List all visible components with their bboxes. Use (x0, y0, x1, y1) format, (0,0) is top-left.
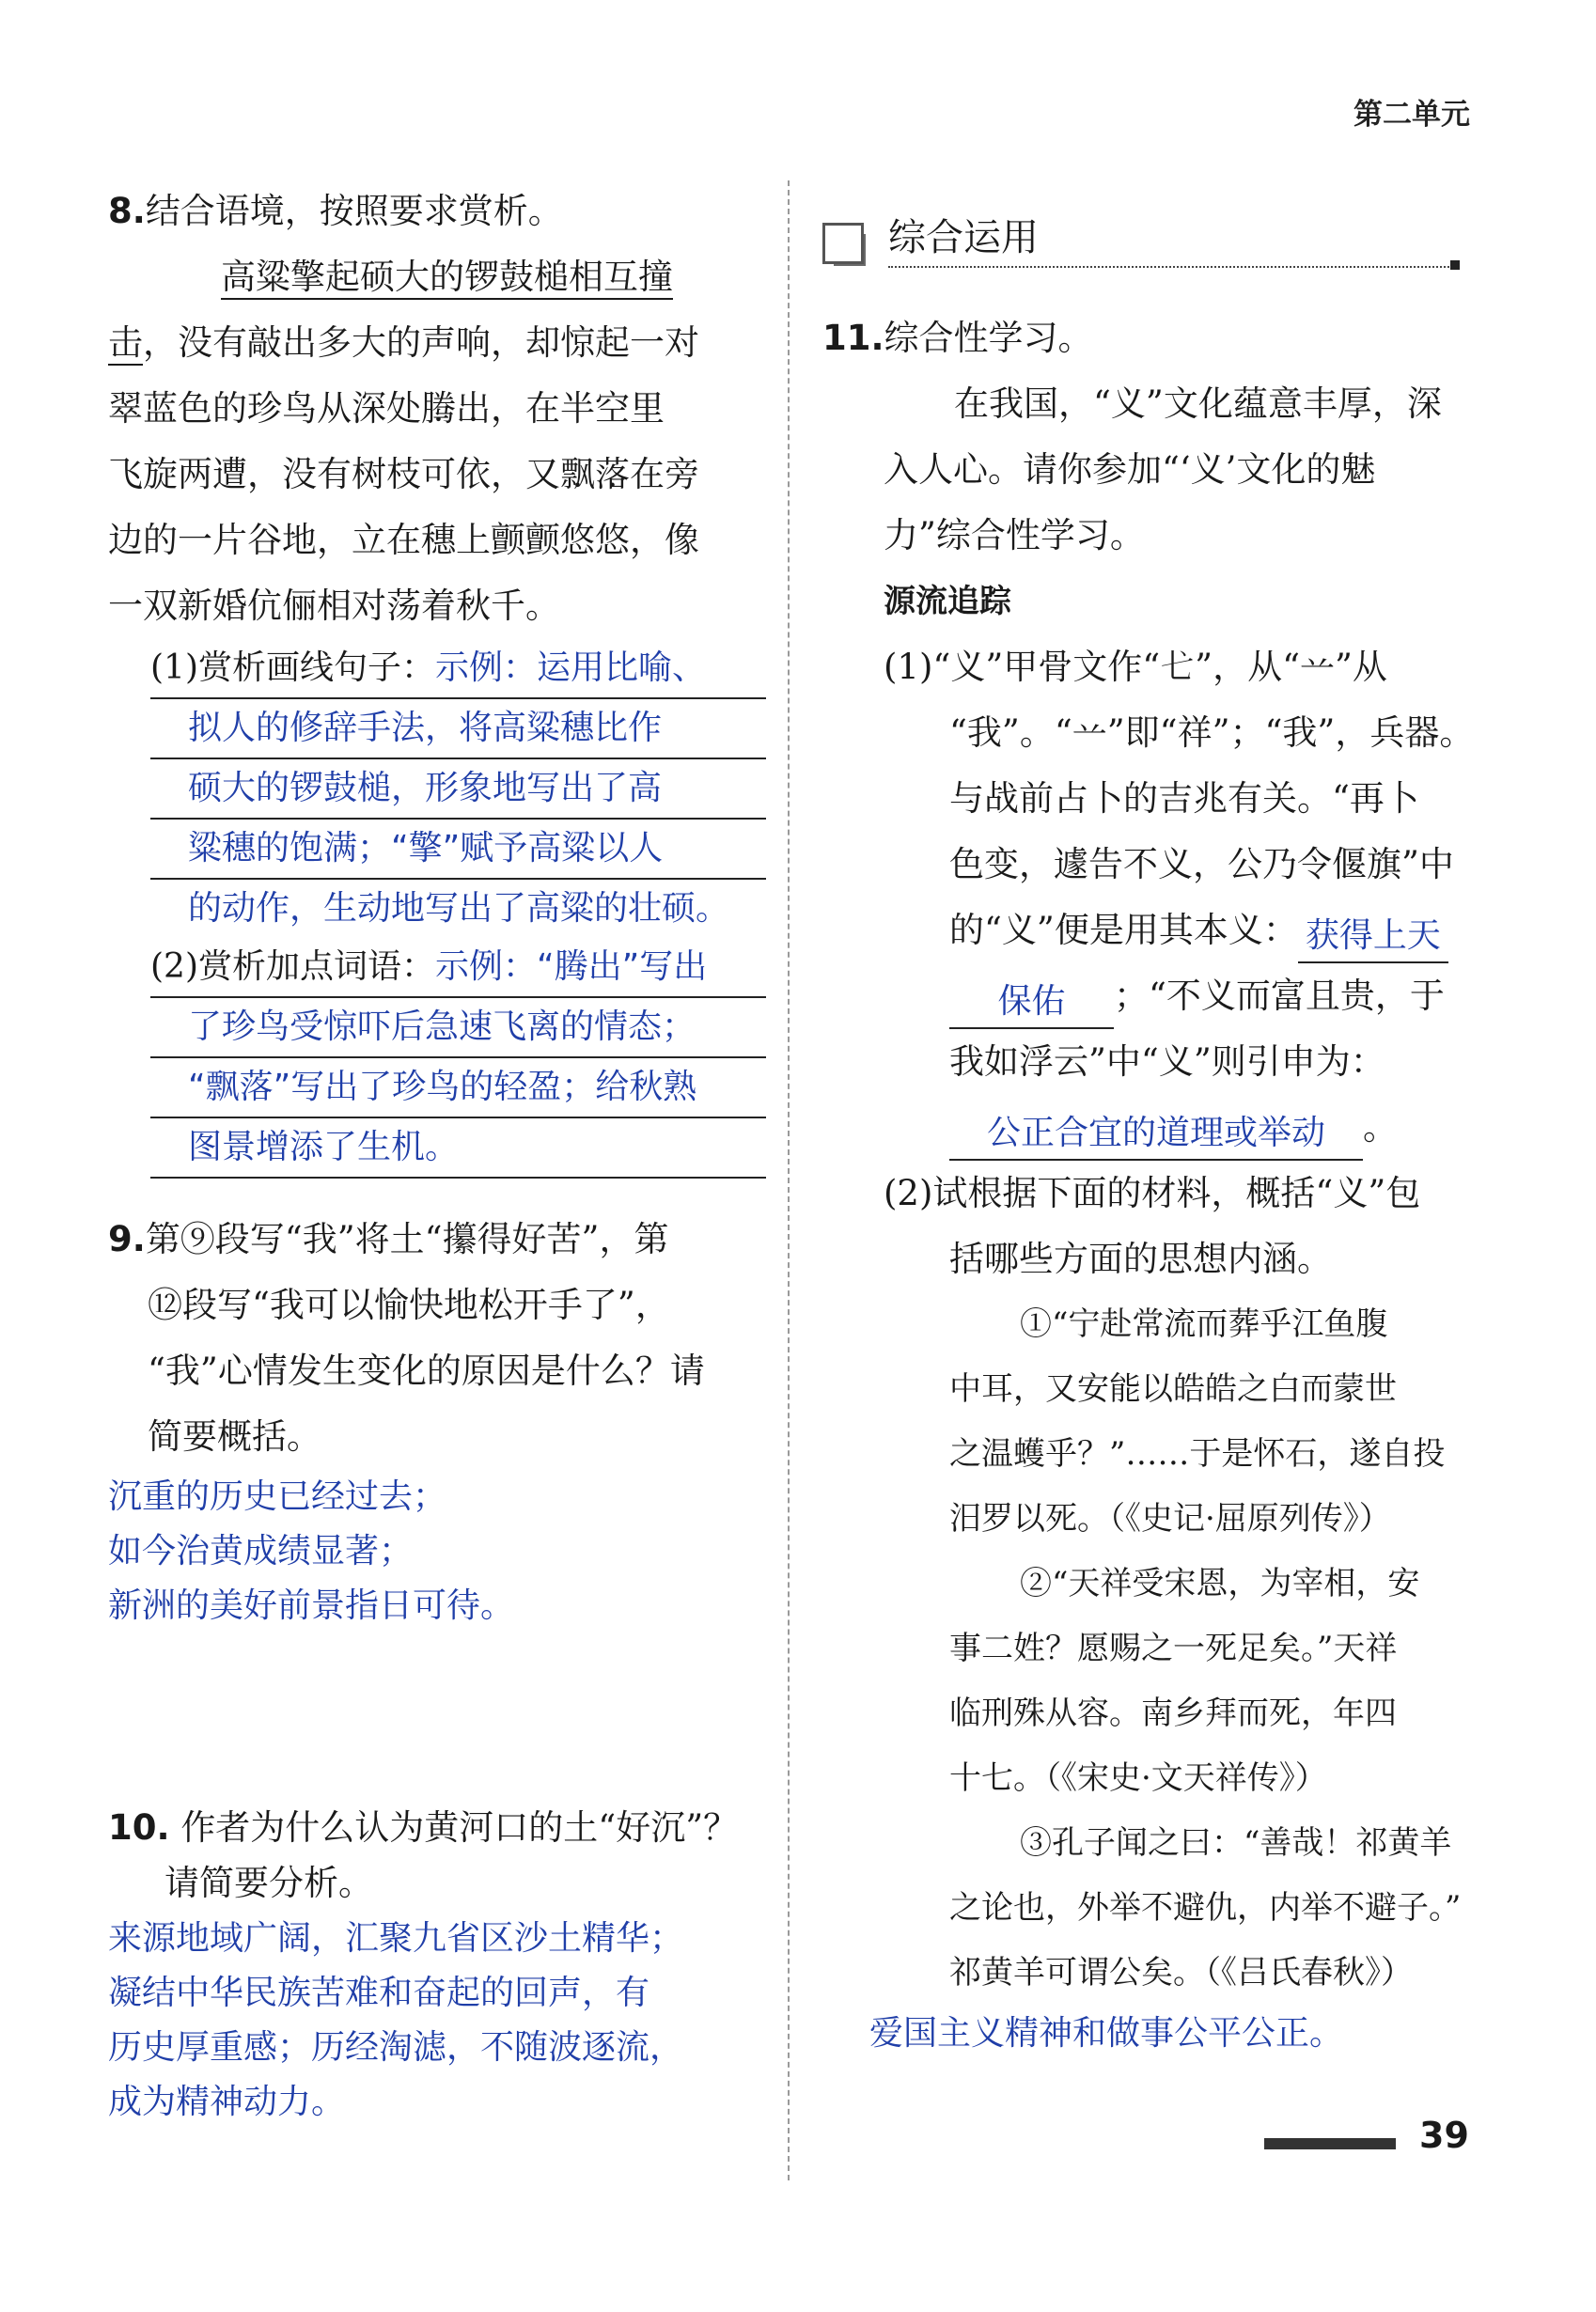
q8-sub1 (108, 639, 766, 938)
left-column (108, 179, 766, 2130)
q8-prompt-text: 结合语境，按照要求赏析。 (145, 191, 563, 231)
page-number: 39 (1419, 2115, 1469, 2156)
section-header (822, 211, 1499, 287)
page-number-bar (1264, 2138, 1396, 2149)
dot-char: 腾 (421, 388, 456, 429)
q8-passage-rest: ，没有敲出多大的声响，却惊起一对 (143, 322, 699, 363)
right-column (822, 211, 1499, 2062)
q10-text: 作者为什么认为黄河口的土“好沉”？ (180, 1807, 739, 1848)
q11-blank2-answer: 公正合宜的道理或举动 (949, 1108, 1363, 1161)
q11-answer: 爱国主义精神和做事公平公正。 (869, 2014, 1344, 2053)
q11-p1-line (822, 963, 1499, 1029)
q8-passage-line: 边的一片谷地，立在穗上颤颤悠悠，像 (108, 520, 699, 560)
q11-p1-line (822, 898, 1499, 963)
q11-intro-line: 力”综合性学习。 (884, 515, 1145, 555)
section-icon (822, 223, 864, 264)
q11-p1-line: 与战前占卜的吉兆有关。“再卜 (949, 778, 1419, 819)
q11-material-line: 祁黄羊可谓公矣。（《吕氏春秋》） (949, 1954, 1413, 1992)
q8-sub1-line (150, 639, 766, 699)
q8-passage-line: 高粱擎起硕大的锣鼓槌相互撞 (221, 257, 673, 297)
q11-material-line: 汨罗以死。（《史记·屈原列传》） (949, 1500, 1391, 1538)
q9-answer-line: 沉重的历史已经过去； (108, 1477, 447, 1516)
q11-p2-line: 括哪些方面的思想内涵。 (949, 1239, 1332, 1279)
q9-line: “我”心情发生变化的原因是什么？请 (148, 1351, 705, 1391)
q11-material-line: 十七。（《宋史·文天祥传》） (949, 1759, 1327, 1797)
q9-line: ⑫段写“我可以愉快地松开手了”， (148, 1285, 670, 1325)
q10-answer-line: 来源地域广阔，汇聚九省区沙土精华； (108, 1919, 684, 1958)
q8-sub1-label: (1)赏析画线句子： (150, 648, 435, 687)
column-divider (788, 180, 790, 2180)
q8-sub2 (108, 938, 766, 1179)
answer-line: 图景增添了生机。 (150, 1118, 766, 1179)
q8-passage-text: 飞旋两遭，没有树枝可依，又 (108, 454, 560, 494)
q8-passage-text: 在旁 (630, 454, 699, 494)
q8-passage-text: 翠蓝色的珍鸟从深处 (108, 388, 421, 429)
q11-p1-text: 的“义”便是用其本义： (949, 910, 1298, 950)
answer-line: 粱穗的饱满；“擎”赋予高粱以人 (150, 820, 766, 880)
q11-title (822, 305, 1499, 371)
q9-answer-line: 如今治黄成绩显著； (108, 1532, 414, 1570)
answer-line: “飘落”写出了珍鸟的轻盈；给秋熟 (150, 1058, 766, 1118)
q10-number: 10. (108, 1807, 170, 1848)
q11-intro-line: 在我国，“义”文化蕴意丰厚，深 (954, 383, 1442, 424)
q11-number: 11. (822, 318, 884, 358)
q8-passage-text: ，在半空里 (491, 388, 665, 429)
q11-material-line: 事二姓？愿赐之一死足矣。”天祥 (949, 1630, 1398, 1667)
q9-answer-line: 新洲的美好前景指日可待。 (108, 1586, 515, 1625)
q9-line (108, 1207, 766, 1273)
answer-text: 示例：“腾出”写出 (435, 947, 708, 986)
q11-p1-end: 。 (1363, 1107, 1398, 1148)
q9-number: 9. (108, 1219, 146, 1259)
q11-material-line: 中耳，又安能以皓皓之白而蒙世 (949, 1370, 1397, 1408)
q11-material-line: 之论也，外举不避仇，内举不避子。” (949, 1889, 1462, 1927)
q8-passage-line (108, 310, 766, 376)
dot-char: 落 (595, 454, 630, 494)
q8-passage-line: 一双新婚伉俪相对荡着秋千。 (108, 586, 560, 626)
q11-p1-line: 色变，遽告不义，公乃令偃旗”中 (949, 844, 1454, 884)
q11-p1-line (822, 1095, 1499, 1161)
q11-material-line: ①“宁赴常流而葬乎江鱼腹 (1020, 1305, 1388, 1343)
q9-text: 第⑨段写“我”将土“攥得好苦”，第 (145, 1219, 669, 1259)
answer-line: 拟人的修辞手法，将高粱穗比作 (150, 699, 766, 759)
section-rule-end (1450, 260, 1460, 270)
section-rule (888, 266, 1452, 268)
section-title: 综合运用 (888, 216, 1039, 259)
q11-subhead: 源流追踪 (884, 583, 1011, 620)
q10-answer-line: 成为精神动力。 (108, 2083, 346, 2121)
q11-material-line: 之温蠖乎？”……于是怀石，遂自投 (949, 1435, 1446, 1473)
q11-blank1-answer-cont: 保佑 (949, 976, 1114, 1029)
q8-passage-line (108, 376, 766, 442)
q10-answer-line: 凝结中华民族苦难和奋起的回声，有 (108, 1974, 650, 2012)
answer-text: 示例：运用比喻、 (435, 648, 707, 687)
q11-material-line: ③孔子闻之曰：“善哉！祁黄羊 (1020, 1824, 1452, 1862)
q11-material-line: 临刑殊从容。南乡拜而死，年四 (949, 1695, 1397, 1732)
q11-p1-line: “我”。“䒑”即“祥”；“我”，兵器。 (949, 712, 1475, 753)
q11-title-text: 综合性学习。 (884, 318, 1093, 358)
answer-line: 了珍鸟受惊吓后急速飞离的情态； (150, 998, 766, 1058)
q10-line (108, 1801, 766, 1855)
q11-blank1-answer: 获得上天 (1298, 911, 1448, 963)
q8-underlined-end: 击 (108, 322, 143, 363)
q9-line: 简要概括。 (148, 1416, 321, 1457)
q11-p1-line: 我如浮云”中“义”则引申为： (949, 1041, 1385, 1082)
q11-material-line: ②“天祥受宋恩，为宰相，安 (1020, 1565, 1420, 1602)
q11-intro-line: 入人心。请你参加“‘义’文化的魅 (884, 449, 1376, 490)
answer-line: 的动作，生动地写出了高粱的壮硕。 (188, 889, 730, 928)
q8-prompt (108, 179, 766, 244)
q8-sub2-line (150, 938, 766, 998)
q11-p1-line: (1)“义”甲骨文作“𢍺”，从“䒑”从 (884, 647, 1387, 687)
q11-p1b-text: ；“不义而富且贵，于 (1114, 976, 1445, 1016)
q8-number: 8. (108, 191, 146, 231)
answer-line: 硕大的锣鼓槌，形象地写出了高 (150, 759, 766, 820)
q8-sub2-label: (2)赏析加点词语： (150, 947, 435, 986)
dot-char: 出 (456, 388, 491, 429)
q10-line: 请简要分析。 (164, 1863, 373, 1903)
q11-p2-line: (2)试根据下面的材料，概括“义”包 (884, 1173, 1421, 1213)
dot-char: 飘 (560, 454, 595, 494)
q10-answer-line: 历史厚重感；历经淘滤，不随波逐流， (108, 2028, 684, 2067)
unit-header: 第二单元 (1353, 98, 1470, 132)
